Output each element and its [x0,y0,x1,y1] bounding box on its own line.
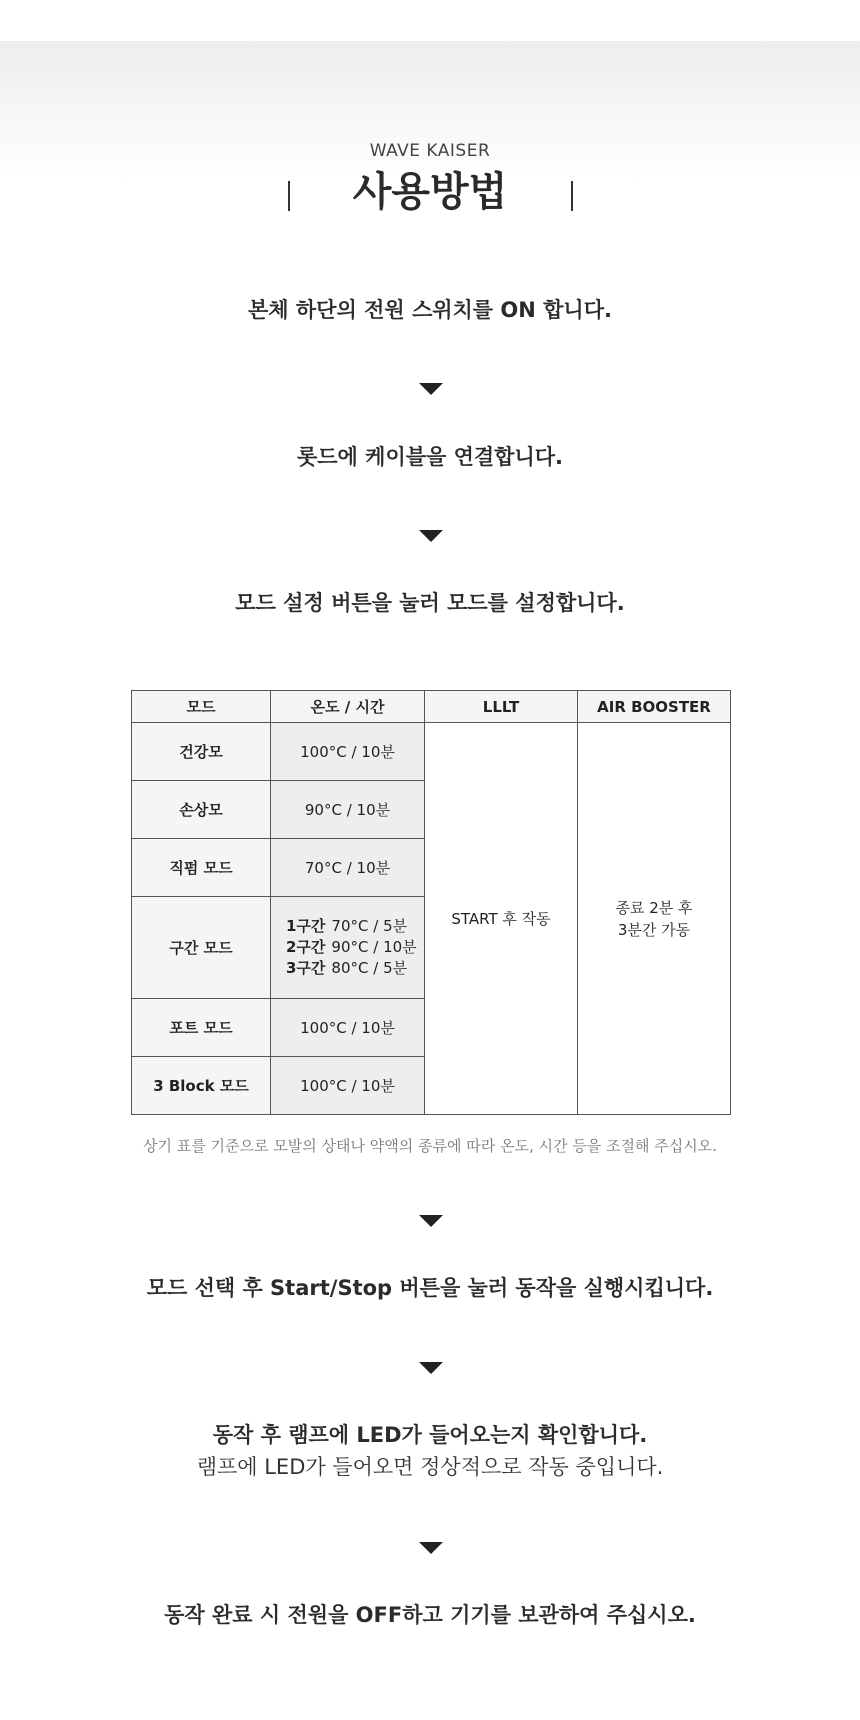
segment-value: 90°C / 10분 [331,938,417,957]
table-row [132,723,731,781]
lllt-cell: START 후 작동 [425,723,578,1115]
step-5 [0,1419,860,1483]
temp-cell: 90°C / 10분 [271,781,425,839]
air-booster-line-1: 종료 2분 후 [615,898,693,917]
column-header-lllt: LLLT [425,691,578,723]
segment-line-2 [271,937,424,958]
mode-cell: 직펌 모드 [132,839,271,897]
triangle-down-icon [419,1362,443,1374]
step-5-main: 동작 후 램프에 LED가 들어오는지 확인합니다. [212,1423,648,1447]
segment-label: 1구간 [286,917,326,936]
segment-label: 3구간 [286,959,326,978]
step-6: 동작 완료 시 전원을 OFF하고 기기를 보관하여 주십시오. [164,1603,696,1627]
brand-name: WAVE KAISER [369,141,491,161]
step-4: 모드 선택 후 Start/Stop 버튼을 눌러 동작을 실행시킵니다. [146,1276,714,1300]
mode-cell: 손상모 [132,781,271,839]
segment-line-1 [271,916,424,937]
segment-label: 2구간 [286,938,326,957]
triangle-down-icon [419,383,443,395]
segment-temp-cell [271,897,425,998]
temp-cell: 100°C / 10분 [271,998,425,1056]
step-1: 본체 하단의 전원 스위치를 ON 합니다. [248,298,612,322]
column-header-air-booster: AIR BOOSTER [578,691,731,723]
mode-cell: 포트 모드 [132,998,271,1056]
column-header-mode: 모드 [132,691,271,723]
table-note: 상기 표를 기준으로 모발의 상태나 약액의 종류에 따라 온도, 시간 등을 조절해 주십시오. [143,1137,717,1155]
title-right-bar [571,181,573,211]
segment-line-3 [271,958,424,979]
top-band [0,0,860,41]
temp-cell: 100°C / 10분 [271,1056,425,1114]
segment-value: 70°C / 5분 [331,917,408,936]
temp-cell: 70°C / 10분 [271,839,425,897]
air-booster-line-2: 3분간 가동 [617,920,691,939]
triangle-down-icon [419,1215,443,1227]
table-header-row [132,691,731,723]
step-2: 롯드에 케이블을 연결합니다. [296,445,564,469]
mode-cell: 건강모 [132,723,271,781]
mode-table [131,690,731,1115]
mode-cell: 3 Block 모드 [132,1056,271,1114]
step-5-sub: 램프에 LED가 들어오면 정상적으로 작동 중입니다. [196,1455,664,1479]
triangle-down-icon [419,530,443,542]
segment-value: 80°C / 5분 [331,959,408,978]
air-booster-cell [578,723,731,1115]
triangle-down-icon [419,1542,443,1554]
page-title: 사용방법 [352,169,508,215]
mode-cell: 구간 모드 [132,897,271,998]
step-3: 모드 설정 버튼을 눌러 모드를 설정합니다. [235,591,625,615]
temp-cell: 100°C / 10분 [271,723,425,781]
column-header-temp-time: 온도 / 시간 [271,691,425,723]
